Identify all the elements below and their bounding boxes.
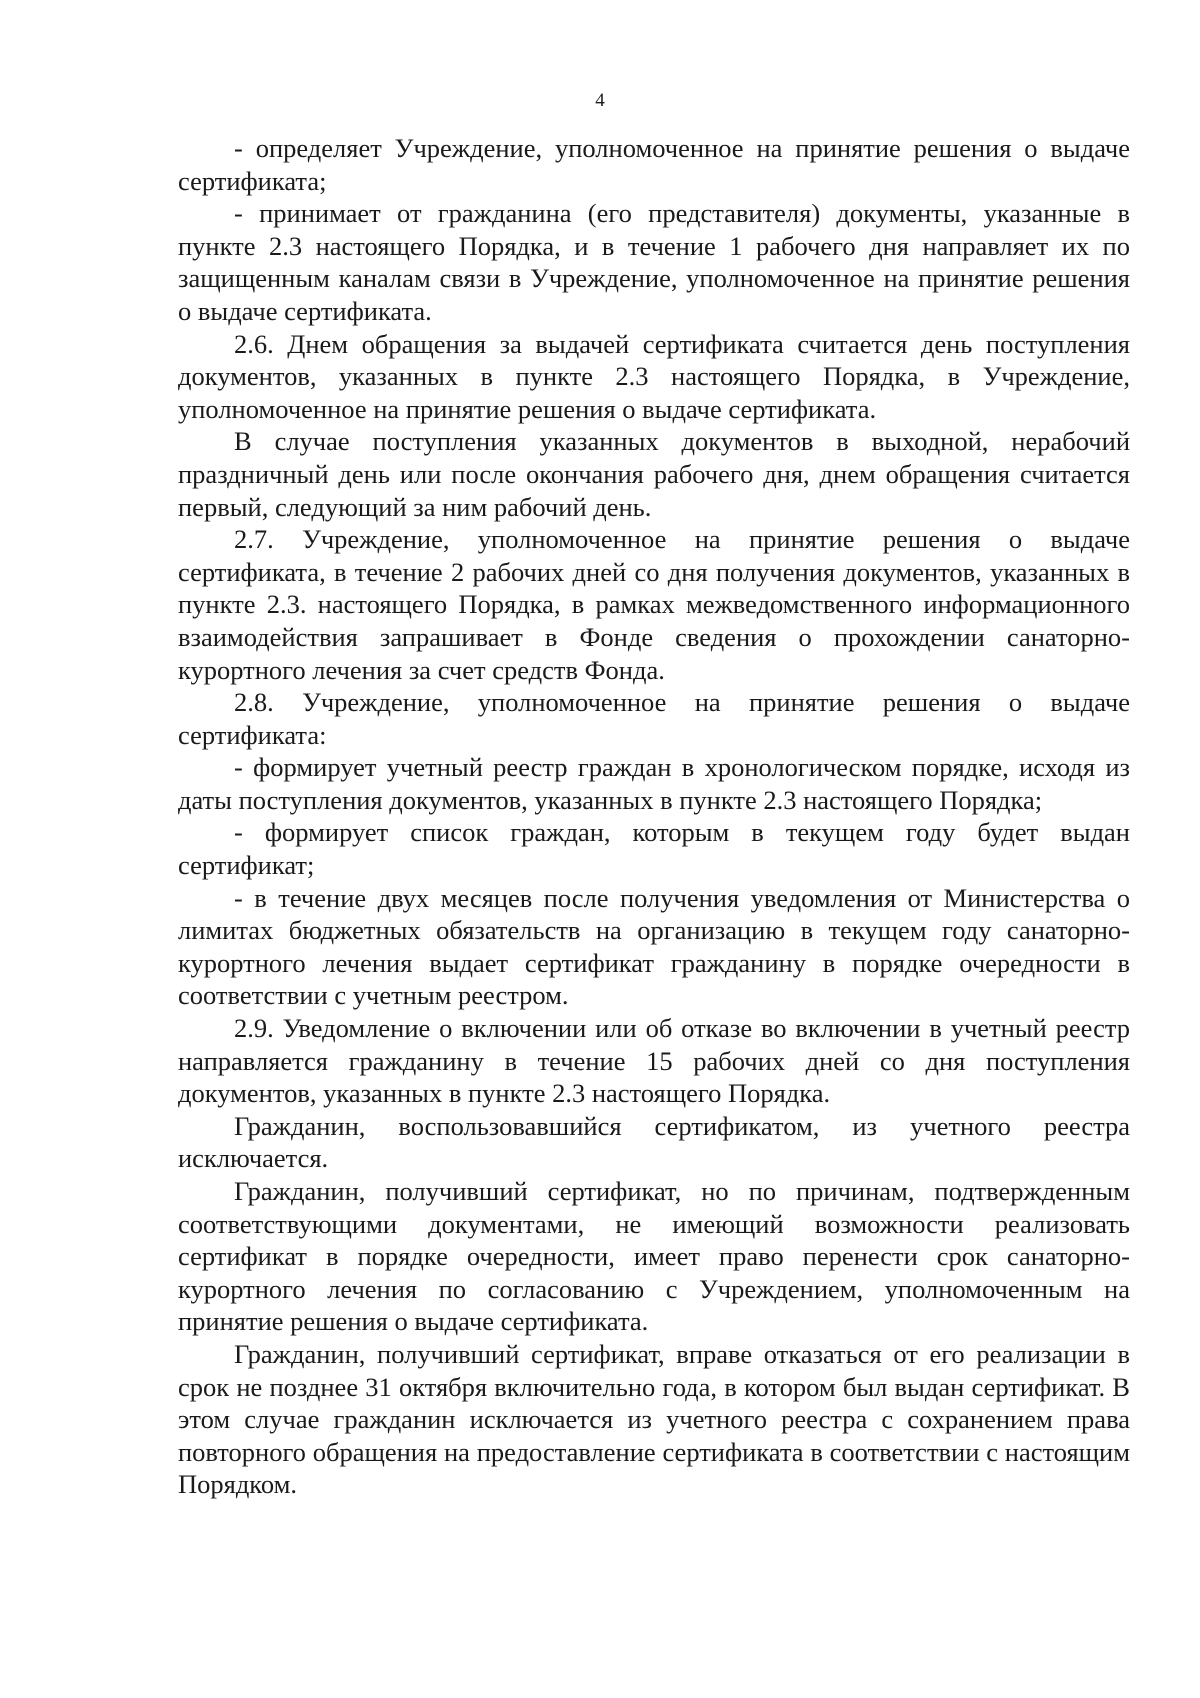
paragraph-6: 2.8. Учреждение, уполномоченное на принятие решения о выдаче сертификата: bbox=[178, 687, 1130, 750]
page-number: 4 bbox=[595, 90, 605, 111]
document-body bbox=[178, 132, 1130, 1501]
paragraph-3: 2.6. Днем обращения за выдачей сертификата считается день поступления документов, указанных в пункте 2.3 настоящего Порядка, в Учреждение, уполномоченное на принятие решения о выдаче сертификата. bbox=[178, 328, 1130, 424]
paragraph-9: - в течение двух месяцев после получения уведомления от Министерства о лимитах бюджетных обязательств на организацию в текущем году санаторно-курортного лечения выдает сертификат гражданину в порядке очередности в соответствии с учетным реестром. bbox=[178, 882, 1130, 1011]
paragraph-2: - принимает от гражданина (его представителя) документы, указанные в пункте 2.3 настоящего Порядка, и в течение 1 рабочего дня направляет их по защищенным каналам связи в Учреждение, уполномоченное на принятие решения о выдаче сертификата. bbox=[178, 198, 1130, 326]
paragraph-7: - формирует учетный реестр граждан в хронологическом порядке, исходя из даты поступления документов, указанных в пункте 2.3 настоящего Порядка; bbox=[178, 752, 1130, 815]
paragraph-4: В случае поступления указанных документов в выходной, нерабочий праздничный день или после окончания рабочего дня, днем обращения считается первый, следующий за ним рабочий день. bbox=[178, 426, 1130, 522]
paragraph-12: Гражданин, получивший сертификат, но по причинам, подтвержденным соответствующими документами, не имеющий возможности реализовать сертификат в порядке очередности, имеет право перенести срок санаторно-курортного лечения по согласованию с Учреждением, уполномоченным на принятие решения о выдаче сертификата. bbox=[178, 1176, 1130, 1337]
paragraph-11: Гражданин, воспользовавшийся сертификатом, из учетного реестра исключается. bbox=[178, 1110, 1130, 1174]
paragraph-5: 2.7. Учреждение, уполномоченное на принятие решения о выдаче сертификата, в течение 2 рабочих дней со дня получения документов, указанных в пункте 2.3. настоящего Порядка, в рамках межведомственного информационного взаимодействия запрашивает в Фонде сведения о прохождении санаторно-курортного лечения за счет средств Фонда. bbox=[178, 524, 1130, 685]
paragraph-8: - формирует список граждан, которым в текущем году будет выдан сертификат; bbox=[178, 817, 1130, 881]
paragraph-10: 2.9. Уведомление о включении или об отказе во включении в учетный реестр направляется гражданину в течение 15 рабочих дней со дня поступления документов, указанных в пункте 2.3 настоящего Порядка. bbox=[178, 1013, 1130, 1109]
paragraph-13: Гражданин, получивший сертификат, вправе отказаться от его реализации в срок не позднее 31 октября включительно года, в котором был выдан сертификат. В этом случае гражданин исключается из учетного реестра с сохранением права повторного обращения на предоставление сертификата в соответствии с настоящим Порядком. bbox=[178, 1338, 1130, 1500]
paragraph-1: - определяет Учреждение, уполномоченное на принятие решения о выдаче сертификата; bbox=[178, 133, 1130, 196]
